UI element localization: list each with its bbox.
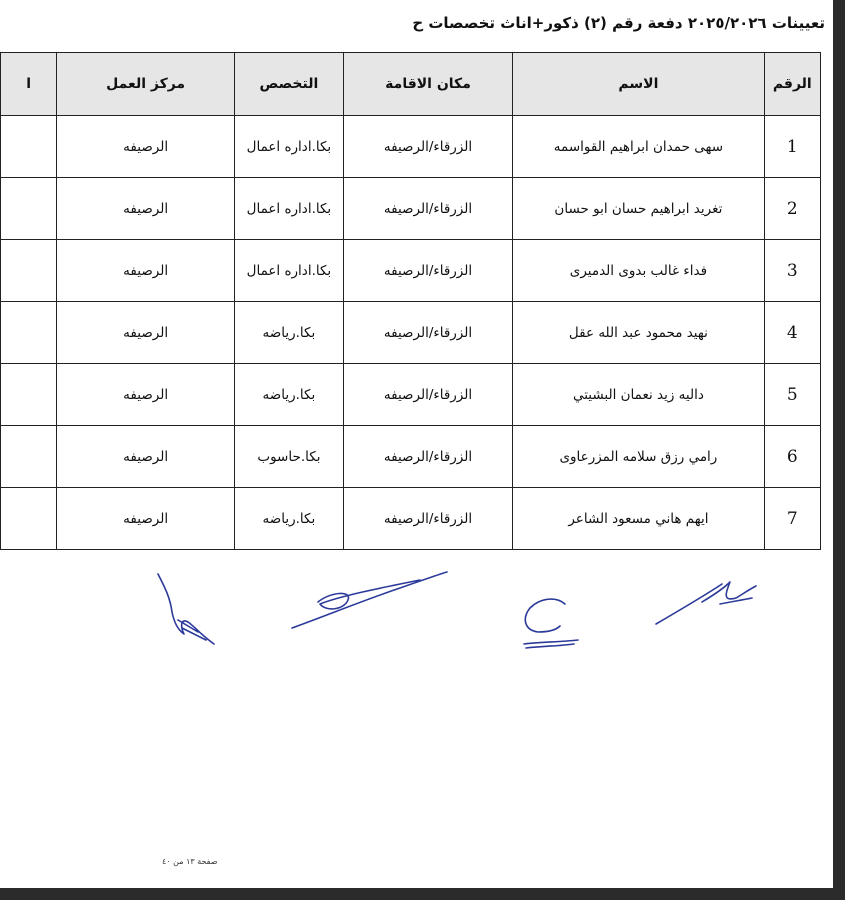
page-number: صفحة ١٣ من ٤٠ — [162, 857, 218, 866]
row-workplace: الرصيفه — [57, 426, 235, 488]
table-row — [1, 364, 821, 426]
row-extra — [1, 488, 57, 550]
signature-4 — [656, 582, 756, 624]
signatures-area — [0, 560, 833, 670]
row-specialty: بكا.اداره اعمال — [235, 116, 344, 178]
row-specialty: بكا.رياضه — [235, 302, 344, 364]
row-extra — [1, 426, 57, 488]
row-specialty: بكا.اداره اعمال — [235, 240, 344, 302]
row-name: ايهم هاني مسعود الشاعر — [513, 488, 764, 550]
row-workplace: الرصيفه — [57, 488, 235, 550]
header-extra: ا — [1, 53, 57, 116]
table-row — [1, 488, 821, 550]
row-workplace: الرصيفه — [57, 116, 235, 178]
row-number: 6 — [764, 426, 820, 488]
table-row — [1, 240, 821, 302]
row-specialty: بكا.رياضه — [235, 488, 344, 550]
table-header-row — [1, 53, 821, 116]
row-residence: الزرقاء/الرصيفه — [343, 302, 512, 364]
row-extra — [1, 364, 57, 426]
signature-1 — [158, 574, 214, 644]
row-workplace: الرصيفه — [57, 364, 235, 426]
row-workplace: الرصيفه — [57, 178, 235, 240]
row-residence: الزرقاء/الرصيفه — [343, 364, 512, 426]
row-workplace: الرصيفه — [57, 240, 235, 302]
table-row — [1, 178, 821, 240]
table-row — [1, 426, 821, 488]
row-name: رامي رزق سلامه المزرعاوى — [513, 426, 764, 488]
row-number: 2 — [764, 178, 820, 240]
row-extra — [1, 178, 57, 240]
row-name: تغريد ابراهيم حسان ابو حسان — [513, 178, 764, 240]
header-workplace: مركز العمل — [57, 53, 235, 116]
header-specialty: التخصص — [235, 53, 344, 116]
row-residence: الزرقاء/الرصيفه — [343, 426, 512, 488]
row-extra — [1, 302, 57, 364]
row-number: 4 — [764, 302, 820, 364]
table-row — [1, 302, 821, 364]
row-extra — [1, 116, 57, 178]
row-residence: الزرقاء/الرصيفه — [343, 116, 512, 178]
row-name: سهى حمدان ابراهيم القواسمه — [513, 116, 764, 178]
row-name: داليه زيد نعمان البشيتي — [513, 364, 764, 426]
row-number: 5 — [764, 364, 820, 426]
header-number: الرقم — [764, 53, 820, 116]
signature-2 — [292, 572, 447, 628]
table-row — [1, 116, 821, 178]
row-name: نهيد محمود عبد الله عقل — [513, 302, 764, 364]
row-name: فداء غالب بدوى الدميرى — [513, 240, 764, 302]
row-extra — [1, 240, 57, 302]
signature-3 — [524, 599, 578, 648]
appointments-table — [0, 52, 821, 550]
row-workplace: الرصيفه — [57, 302, 235, 364]
row-number: 7 — [764, 488, 820, 550]
row-residence: الزرقاء/الرصيفه — [343, 488, 512, 550]
row-specialty: بكا.رياضه — [235, 364, 344, 426]
row-specialty: بكا.اداره اعمال — [235, 178, 344, 240]
header-residence: مكان الاقامة — [343, 53, 512, 116]
row-residence: الزرقاء/الرصيفه — [343, 178, 512, 240]
row-number: 1 — [764, 116, 820, 178]
row-number: 3 — [764, 240, 820, 302]
header-name: الاسم — [513, 53, 764, 116]
document-title: تعيينات ٢٠٢٥/٢٠٢٦ دفعة رقم (٢) ذكور+اناث تخصصات ح — [412, 14, 825, 32]
row-specialty: بكا.حاسوب — [235, 426, 344, 488]
row-residence: الزرقاء/الرصيفه — [343, 240, 512, 302]
